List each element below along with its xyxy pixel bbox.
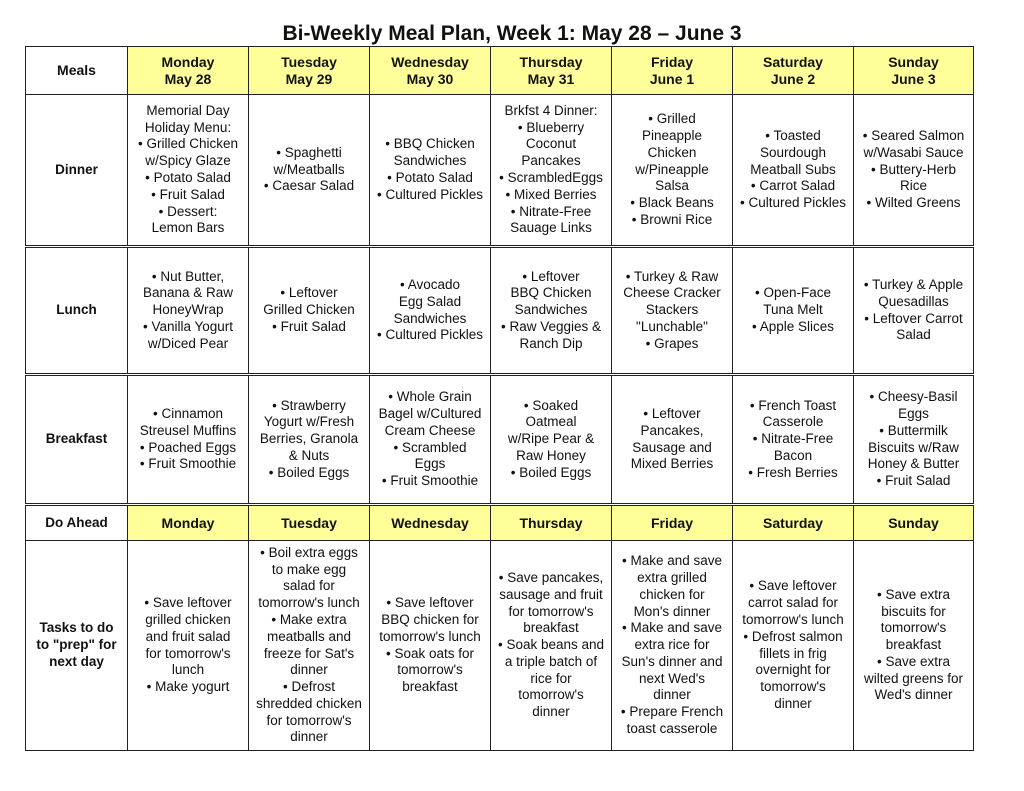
meal-cell — [854, 95, 974, 247]
meal-item: Eggs — [414, 456, 446, 472]
meal-item: • Spaghetti — [276, 144, 342, 160]
task-cell — [612, 541, 733, 751]
task-item: sausage and fruit — [499, 586, 603, 602]
meal-item: • Scrambled — [393, 439, 467, 455]
task-item: meatballs and — [266, 628, 352, 644]
task-item: • Make and save — [621, 553, 723, 569]
task-item: breakfast — [402, 679, 458, 695]
task-item: • Save extra — [876, 653, 950, 669]
day-header — [491, 47, 612, 95]
task-item: next Wed's — [638, 670, 706, 686]
task-item: tomorrow's — [760, 679, 826, 695]
meal-item: • ScrambledEggs — [499, 170, 603, 185]
meal-item: • Fruit Salad — [272, 318, 346, 334]
meal-item: • Carrot Salad — [750, 178, 836, 194]
meal-item: Honey & Butter — [867, 456, 960, 472]
meal-item: Pineapple — [641, 128, 703, 143]
meal-item: Sandwiches — [393, 310, 467, 326]
task-item: tomorrow's — [397, 662, 463, 678]
meal-cell — [491, 95, 612, 247]
meal-cell — [612, 95, 733, 247]
meal-item: • Turkey & Raw — [625, 268, 719, 284]
task-item: and fruit salad — [145, 628, 231, 644]
meal-item: BBQ Chicken — [510, 285, 592, 301]
meal-item: • Avocado — [399, 276, 461, 292]
tasks-label-text: to "prep" for — [36, 637, 117, 653]
meal-item: • Fresh Berries — [748, 464, 838, 480]
meal-cell — [249, 375, 370, 505]
do-ahead-row — [26, 505, 974, 541]
meal-item: Sandwiches — [514, 302, 588, 318]
task-item: dinner — [290, 662, 328, 678]
meal-item: • Toasted — [765, 128, 821, 143]
meal-item: Casserole — [762, 414, 824, 430]
meal-item: Lemon Bars — [151, 220, 225, 236]
tasks-label-text: next day — [49, 653, 104, 669]
day-header-text: June 1 — [649, 70, 695, 87]
meal-item: Stackers — [645, 302, 699, 318]
meal-item: • Leftover Carrot — [864, 310, 963, 326]
task-item: • Defrost — [283, 679, 335, 695]
task-cell — [733, 541, 854, 751]
task-item: • Soak beans and — [497, 637, 605, 653]
meal-item: Mixed Berries — [630, 456, 714, 472]
day-header-text: Friday — [650, 53, 693, 70]
meal-item: Biscuits w/Raw — [868, 439, 959, 455]
task-item: Wed's dinner — [874, 687, 953, 703]
task-item: carrot salad for — [747, 595, 839, 611]
meal-item: w/Wasabi Sauce — [863, 144, 964, 160]
meal-row-breakfast — [26, 375, 974, 505]
do-ahead-day: Monday — [128, 505, 249, 541]
meal-cell — [733, 247, 854, 375]
meal-item: • Cinnamon — [152, 405, 223, 421]
meal-item: • Nut Butter, — [151, 268, 225, 284]
meal-item: • Browni Rice — [631, 211, 713, 227]
meal-item: • French Toast — [749, 397, 837, 413]
meal-item: • Black Beans — [630, 195, 714, 211]
meal-item: w/Meatballs — [273, 161, 345, 177]
meal-item: Ranch Dip — [519, 335, 583, 351]
meal-item: Banana & Raw — [142, 285, 234, 301]
meal-cell — [128, 95, 249, 247]
task-item: wilted greens for — [863, 670, 964, 686]
meal-item: "Lunchable" — [636, 318, 708, 334]
task-item: tomorrow's lunch — [742, 611, 844, 627]
meal-row-dinner — [26, 95, 974, 247]
meal-plan-table — [25, 46, 974, 751]
task-item: salad for — [283, 578, 335, 594]
meal-item: Holiday Menu: — [144, 119, 232, 135]
do-ahead-day: Friday — [612, 505, 733, 541]
task-item: shredded chicken — [256, 695, 362, 711]
day-header-text: Wednesday — [391, 53, 469, 70]
meal-item: • Leftover — [522, 268, 580, 284]
meal-item: • Strawberry — [272, 397, 346, 413]
day-header — [854, 47, 974, 95]
meal-item: • Leftover — [280, 285, 338, 301]
task-item: • Make extra — [271, 611, 347, 627]
meal-item: Salsa — [655, 178, 689, 194]
task-item: overnight for — [755, 662, 831, 678]
meal-row-lunch — [26, 247, 974, 375]
task-item: extra rice for — [634, 637, 710, 653]
meal-item: • Seared Salmon — [862, 128, 965, 143]
meal-item: • Apple Slices — [751, 318, 835, 334]
meal-item: Cheese Cracker — [623, 285, 721, 301]
meal-item: • Vanilla Yogurt — [142, 318, 234, 334]
day-header — [733, 47, 854, 95]
meal-item: • Cheesy-Basil — [869, 389, 958, 405]
meal-item: Berries, Granola — [259, 431, 359, 447]
meal-item: w/Spicy Glaze — [145, 153, 231, 169]
tasks-row — [26, 541, 974, 751]
task-cell — [491, 541, 612, 751]
do-ahead-day: Wednesday — [370, 505, 491, 541]
meal-cell — [733, 375, 854, 505]
task-item: • Save extra — [876, 586, 950, 602]
task-item: • Make and save — [621, 620, 723, 636]
meal-item: • Mixed Berries — [505, 186, 597, 202]
meal-item: Memorial Day — [146, 102, 230, 118]
page-title: Bi-Weekly Meal Plan, Week 1: May 28 – June 3 — [282, 22, 742, 45]
meal-cell — [491, 247, 612, 375]
header-row — [26, 47, 974, 95]
meal-item: w/Ripe Pear & — [507, 431, 595, 447]
meal-cell — [370, 95, 491, 247]
meal-item: Bacon — [773, 447, 813, 463]
task-cell — [854, 541, 974, 751]
task-item: breakfast — [523, 620, 579, 636]
meal-item: • Potato Salad — [387, 170, 473, 185]
task-item: • Defrost salmon — [743, 628, 843, 644]
meal-item: & Nuts — [288, 447, 330, 463]
meal-item: • Grilled — [648, 111, 696, 127]
task-item: dinner — [774, 695, 812, 711]
task-item: tomorrow's lunch — [258, 595, 360, 611]
task-item: BBQ chicken for — [381, 611, 479, 627]
day-header-text: Thursday — [519, 53, 583, 70]
do-ahead-label: Do Ahead — [26, 505, 128, 541]
day-header — [370, 47, 491, 95]
task-item: • Save leftover — [386, 595, 474, 611]
day-header — [128, 47, 249, 95]
meal-item: Meatball Subs — [750, 161, 836, 177]
row-label: Breakfast — [26, 375, 128, 505]
do-ahead-day: Tuesday — [249, 505, 370, 541]
task-item: dinner — [653, 687, 691, 703]
task-item: Sun's dinner and — [621, 653, 723, 669]
meal-item: Eggs — [898, 405, 929, 421]
meal-item: • Cultured Pickles — [739, 195, 847, 211]
meal-item: w/Pineapple — [635, 161, 709, 177]
task-item: • Soak oats for — [385, 645, 475, 661]
task-item: breakfast — [885, 637, 942, 653]
meal-item: • BBQ Chicken — [385, 136, 475, 152]
tasks-label-text: Tasks to do — [39, 620, 114, 636]
task-item: toast casserole — [626, 721, 718, 737]
meal-item: • Open-Face — [754, 285, 831, 301]
task-cell — [249, 541, 370, 751]
meal-item: Tuna Melt — [763, 302, 823, 318]
task-item: • Save pancakes, — [498, 569, 604, 585]
meal-item: • Grapes — [645, 335, 699, 351]
meal-item: • Grilled Chicken — [137, 136, 238, 152]
meal-cell — [612, 247, 733, 375]
row-label: Dinner — [26, 95, 128, 247]
task-item: • Save leftover — [749, 578, 837, 594]
day-header-text: May 31 — [527, 70, 575, 87]
meal-cell — [612, 375, 733, 505]
task-item: lunch — [171, 662, 205, 678]
meal-item: • Raw Veggies & — [500, 318, 602, 334]
meal-item: • Fruit Salad — [876, 473, 951, 489]
task-item: tomorrow's — [880, 620, 947, 636]
task-item: freeze for Sat's — [263, 645, 355, 661]
meals-header: Meals — [26, 47, 128, 95]
day-header-text: May 28 — [164, 70, 212, 87]
meal-item: Streusel Muffins — [139, 422, 237, 438]
do-ahead-day: Thursday — [491, 505, 612, 541]
task-item: • Make yogurt — [146, 679, 230, 695]
meal-item: Chicken — [647, 144, 697, 160]
task-item: for tomorrow's — [508, 603, 594, 619]
tasks-label — [26, 541, 128, 751]
meal-item: Raw Honey — [516, 447, 586, 463]
meal-cell — [249, 247, 370, 375]
meal-item: • Boiled Eggs — [268, 464, 350, 480]
meal-item: Pancakes — [521, 153, 581, 169]
meal-item: Grilled Chicken — [263, 302, 355, 318]
meal-item: • Blueberry — [517, 119, 585, 135]
meal-item: • Wilted Greens — [866, 195, 961, 211]
meal-item: Bagel w/Cultured — [378, 405, 482, 421]
meal-item: • Whole Grain — [388, 389, 472, 405]
meal-cell — [370, 375, 491, 505]
meal-item: Salad — [896, 327, 931, 343]
meal-cell — [491, 375, 612, 505]
task-item: Mon's dinner — [633, 603, 711, 619]
day-header-text: Sunday — [888, 53, 939, 70]
do-ahead-day: Sunday — [854, 505, 974, 541]
meal-item: Brkfst 4 Dinner: — [504, 102, 598, 118]
task-item: a triple batch of — [504, 653, 598, 669]
task-item: biscuits for — [881, 603, 946, 619]
meal-item: • Cultured Pickles — [376, 186, 484, 202]
meal-cell — [128, 375, 249, 505]
meal-item: • Fruit Smoothie — [381, 473, 479, 489]
meal-item: Sandwiches — [393, 153, 467, 169]
meal-item: • Boiled Eggs — [510, 464, 592, 480]
task-item: • Save leftover — [144, 595, 232, 611]
meal-item: • Buttermilk — [879, 422, 948, 438]
task-item: rice for — [530, 670, 572, 686]
task-item: • Prepare French — [620, 704, 724, 720]
meal-item: Sausage and — [632, 439, 712, 455]
meal-item: Sourdough — [759, 144, 827, 160]
meal-item: Egg Salad — [398, 293, 462, 309]
meal-item: • Potato Salad — [145, 170, 231, 185]
task-item: fillets in frig — [759, 645, 827, 661]
task-item: for tomorrow's — [145, 645, 231, 661]
do-ahead-day: Saturday — [733, 505, 854, 541]
task-cell — [370, 541, 491, 751]
task-item: for tomorrow's — [266, 712, 352, 728]
meal-item: • Fruit Salad — [151, 186, 225, 202]
meal-item: • Nitrate-Free — [510, 203, 592, 219]
task-item: grilled chicken — [145, 611, 231, 627]
task-item: chicken for — [639, 586, 705, 602]
meal-item: Cream Cheese — [384, 422, 476, 438]
task-item: extra grilled — [637, 569, 707, 585]
task-item: • Boil extra eggs — [260, 544, 358, 560]
meal-item: Quesadillas — [878, 293, 949, 309]
meal-item: Pancakes, — [640, 422, 704, 438]
day-header-text: Tuesday — [281, 53, 337, 70]
meal-item: Yogurt w/Fresh — [263, 414, 355, 430]
task-item: tomorrow's — [518, 687, 584, 703]
meal-item: • Poached Eggs — [139, 439, 237, 455]
meal-cell — [854, 375, 974, 505]
meal-item: • Nitrate-Free — [752, 431, 834, 447]
day-header — [612, 47, 733, 95]
row-label: Lunch — [26, 247, 128, 375]
meal-item: • Leftover — [643, 405, 701, 421]
meal-cell — [854, 247, 974, 375]
meal-cell — [733, 95, 854, 247]
meal-item: Coconut — [525, 136, 577, 152]
day-header-text: Monday — [161, 53, 215, 70]
day-header-text: May 30 — [406, 70, 454, 87]
meal-item: w/Diced Pear — [147, 335, 229, 351]
meal-item: HoneyWrap — [152, 302, 224, 318]
meal-item: Sauage Links — [510, 220, 592, 236]
meal-item: • Soaked — [523, 397, 579, 413]
task-item: tomorrow's lunch — [379, 628, 481, 644]
meal-cell — [370, 247, 491, 375]
task-cell — [128, 541, 249, 751]
meal-item: • Caesar Salad — [263, 178, 355, 194]
meal-item: • Buttery-Herb — [870, 161, 956, 177]
day-header-text: June 3 — [891, 70, 936, 87]
task-item: dinner — [532, 704, 570, 720]
meal-cell — [128, 247, 249, 375]
task-item: to make egg — [271, 561, 347, 577]
meal-item: • Dessert: — [158, 203, 218, 219]
day-header-text: May 29 — [285, 70, 333, 87]
day-header-text: Saturday — [763, 53, 823, 70]
meal-item: • Turkey & Apple — [863, 276, 964, 292]
meal-cell — [249, 95, 370, 247]
day-header-text: June 2 — [770, 70, 816, 87]
meal-item: • Fruit Smoothie — [139, 456, 237, 472]
task-item: dinner — [290, 729, 328, 745]
day-header — [249, 47, 370, 95]
meal-item: Rice — [899, 178, 927, 194]
meal-item: Oatmeal — [525, 414, 577, 430]
meal-item: • Cultured Pickles — [376, 327, 484, 343]
